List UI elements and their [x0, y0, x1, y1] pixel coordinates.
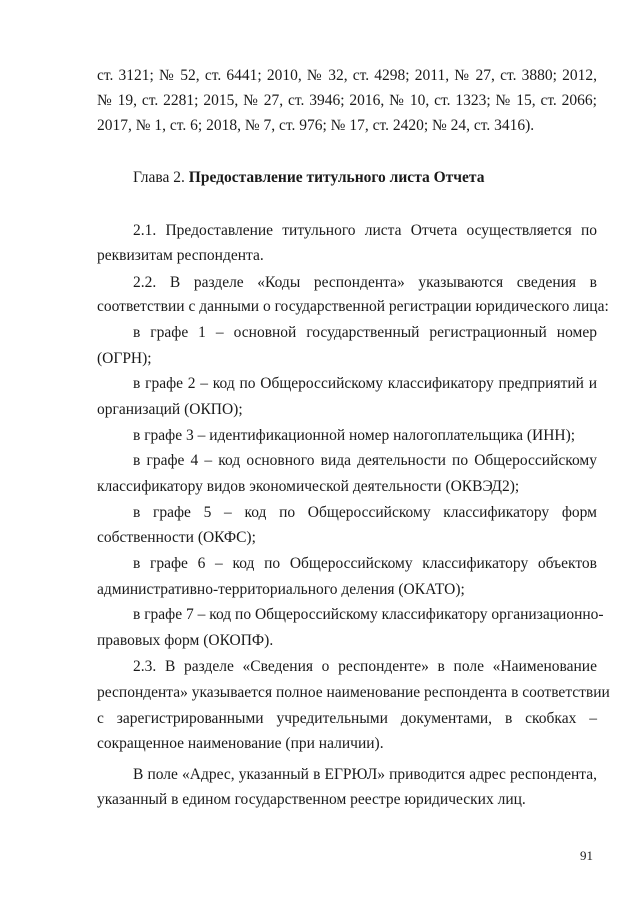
graph-6-line-1: в графе 6 – код по Общероссийскому классификатору объектов [133, 555, 597, 572]
para-2-2-line-1: 2.2. В разделе «Коды респондента» указываются сведения в [133, 274, 597, 291]
page-number: 91 [580, 848, 593, 863]
graph-1-line-1: в графе 1 – основной государственный регистрационный номер [133, 324, 597, 341]
continuation-line-1: ст. 3121; № 52, ст. 6441; 2010, № 32, ст. 4298; 2011, № 27, ст. 3880; 2012, [97, 67, 597, 84]
para-2-3-line-4: сокращенное наименование (при наличии). [97, 735, 384, 752]
graph-7-line-1: в графе 7 – код по Общероссийскому классификатору организационно- [133, 606, 604, 623]
graph-4-line-2: классификатору видов экономической деятельности (ОКВЭД2); [97, 478, 520, 495]
graph-2-line-2: организаций (ОКПО); [97, 401, 243, 418]
para-address-line-1: В поле «Адрес, указанный в ЕГРЮЛ» приводится адрес респондента, [133, 766, 597, 783]
para-2-1-line-2: реквизитам респондента. [97, 247, 264, 264]
graph-2-line-1: в графе 2 – код по Общероссийскому классификатору предприятий и [133, 375, 597, 392]
continuation-line-2: № 19, ст. 2281; 2015, № 27, ст. 3946; 2016, № 10, ст. 1323; № 15, ст. 2066; [97, 92, 597, 109]
para-2-3-line-2: респондента» указывается полное наименование респондента в соответствии [97, 684, 610, 701]
para-2-1-line-1: 2.1. Предоставление титульного листа Отчета осуществляется по [133, 222, 597, 239]
para-address-line-2: указанный в едином государственном реестре юридических лиц. [97, 791, 526, 808]
para-2-3-line-3: с зарегистрированными учредительными документами, в скобках – [97, 710, 597, 727]
continuation-line-3: 2017, № 1, ст. 6; 2018, № 7, ст. 976; № 17, ст. 2420; № 24, ст. 3416). [97, 117, 535, 134]
graph-6-line-2: административно-территориального деления (ОКАТО); [97, 581, 465, 598]
graph-5-line-2: собственности (ОКФС); [97, 529, 256, 546]
chapter-heading [133, 168, 484, 188]
graph-1-line-2: (ОГРН); [97, 350, 152, 367]
graph-7-line-2: правовых форм (ОКОПФ). [97, 632, 274, 649]
para-2-3-line-1: 2.3. В разделе «Сведения о респонденте» в поле «Наименование [133, 658, 597, 675]
graph-5-line-1: в графе 5 – код по Общероссийскому классификатору форм [133, 504, 597, 521]
chapter-title: Предоставление титульного листа Отчета [188, 169, 485, 186]
graph-3-line-1: в графе 3 – идентификационной номер налогоплательщика (ИНН); [133, 427, 576, 444]
graph-4-line-1: в графе 4 – код основного вида деятельности по Общероссийскому [133, 452, 597, 469]
para-2-2-line-2: соответствии с данными о государственной регистрации юридического лица: [97, 298, 609, 315]
chapter-prefix: Глава 2. [133, 169, 185, 186]
